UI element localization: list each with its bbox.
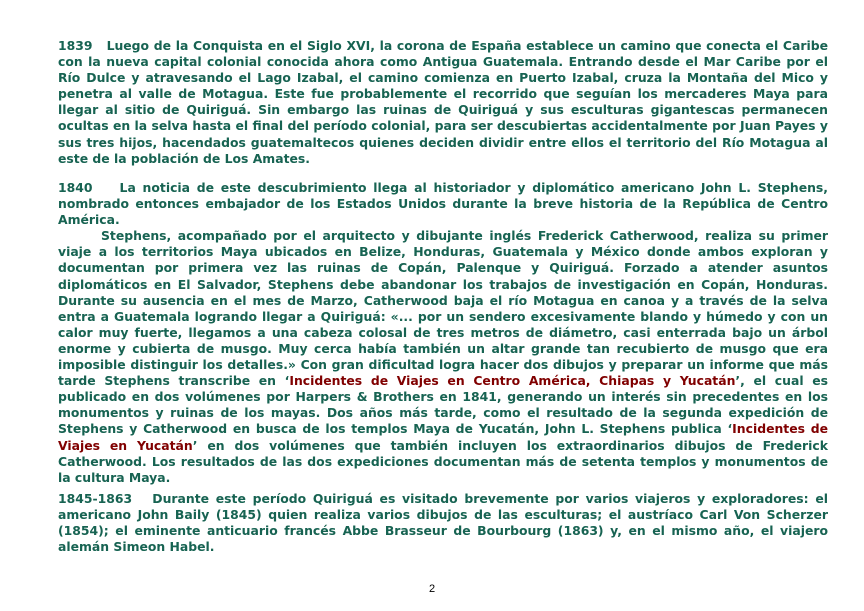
timeline-entry-1840 (58, 180, 828, 486)
paragraph-text-b: ’, el cual es publicado en dos volúmenes por Harpers & Brothers en 1841, generando un interés sin precedentes en los monumentos y ruinas de los mayas. Dos años más tarde, como el resultado de la segunda expedición de Stephens y Catherwood en busca de los templos Maya de Yucatán, John L. Stephens publica ‘ (58, 373, 829, 437)
entry-year: 1845-1863 (58, 491, 133, 506)
timeline-entry-1839 (58, 38, 828, 167)
page-number: 2 (428, 583, 436, 595)
entry-text: Durante este período Quiriguá es visitado brevemente por varios viajeros y exploradores: el americano John Baily (1845) quien realiza varios dibujos de las esculturas; el austríaco Carl Von Scherzer (1854); el eminente anticuario francés Abbe Brasseur de Bourbourg (1863) y, en el mismo año, el viajero alemán Simeon Habel. (58, 491, 828, 555)
timeline-entry-1845-1863 (58, 491, 828, 555)
book-title-1: Incidentes de Viajes en Centro América, Chiapas y Yucatán (289, 373, 736, 389)
entry-year: 1839 (58, 38, 93, 53)
entry-year: 1840 (58, 180, 93, 195)
paragraph-text-a: Stephens, acompañado por el arquitecto y dibujante inglés Frederick Catherwood, realiza su primer viaje a los territorios Maya ubicados en Belize, Honduras, Guatemala y México donde ambos exploran y documentan por primera vez las ruinas de Copán, Palenque y Quiriguá. Forzado a atender asuntos diplomáticos en El Salvador, Stephens debe abandonar los trabajos de investigación en Copán, Honduras. Durante su ausencia en el mes de Marzo, Catherwood baja el río Motagua en canoa y a través de la selva entra a Guatemala logrando llegar a Quiriguá: «... por un sendero excesivamente blando y húmedo y con un calor muy fuerte, llegamos a una cabeza colosal de tres metros de diámetro, casi enterrada bajo un árbol enorme y cubierta de musgo. Muy cerca había también un altar grande tan recubierto de musgo que era imposible distinguir los detalles.» Con gran dificultad logra hacer dos dibujos y preparar un informe que más tarde Stephens transcribe en ‘ (58, 228, 828, 389)
paragraph-text-c: ’ en dos volúmenes que también incluyen los extraordinarios dibujos de Frederick Catherwood. Los resultados de las dos expediciones documentan más de setenta templos y monumentos de la cultura Maya. (58, 437, 828, 485)
entry-text: Luego de la Conquista en el Siglo XVI, la corona de España establece un camino que conecta el Caribe con la nueva capital colonial conocida ahora como Antigua Guatemala. Entrando desde el Mar Caribe por el Río Dulce y atravesando el Lago Izabal, el camino comienza en Puerto Izabal, cruza la Montaña del Mico y penetra al valle de Motagua. Este fue probablemente el recorrido que seguían los mercaderes Maya para llegar al sitio de Quiriguá. Sin embargo las ruinas de Quiriguá y sus esculturas gigantescas permanecen ocultas en la selva hasta el final del período colonial, para ser descubiertas accidentalmente por Juan Payes y sus tres hijos, hacendados guatemaltecos quienes deciden dividir entre ellos el territorio del Río Motagua al este de la población de Los Amates. (58, 38, 828, 166)
entry-paragraph (58, 228, 828, 486)
entry-text: La noticia de este descubrimiento llega al historiador y diplomático americano John L. Stephens, nombrado entonces embajador de los Estados Unidos durante la breve historia de la República de Centro América. (58, 180, 828, 228)
book-title-2: Incidentes de Viajes en Yucatán (58, 421, 828, 453)
